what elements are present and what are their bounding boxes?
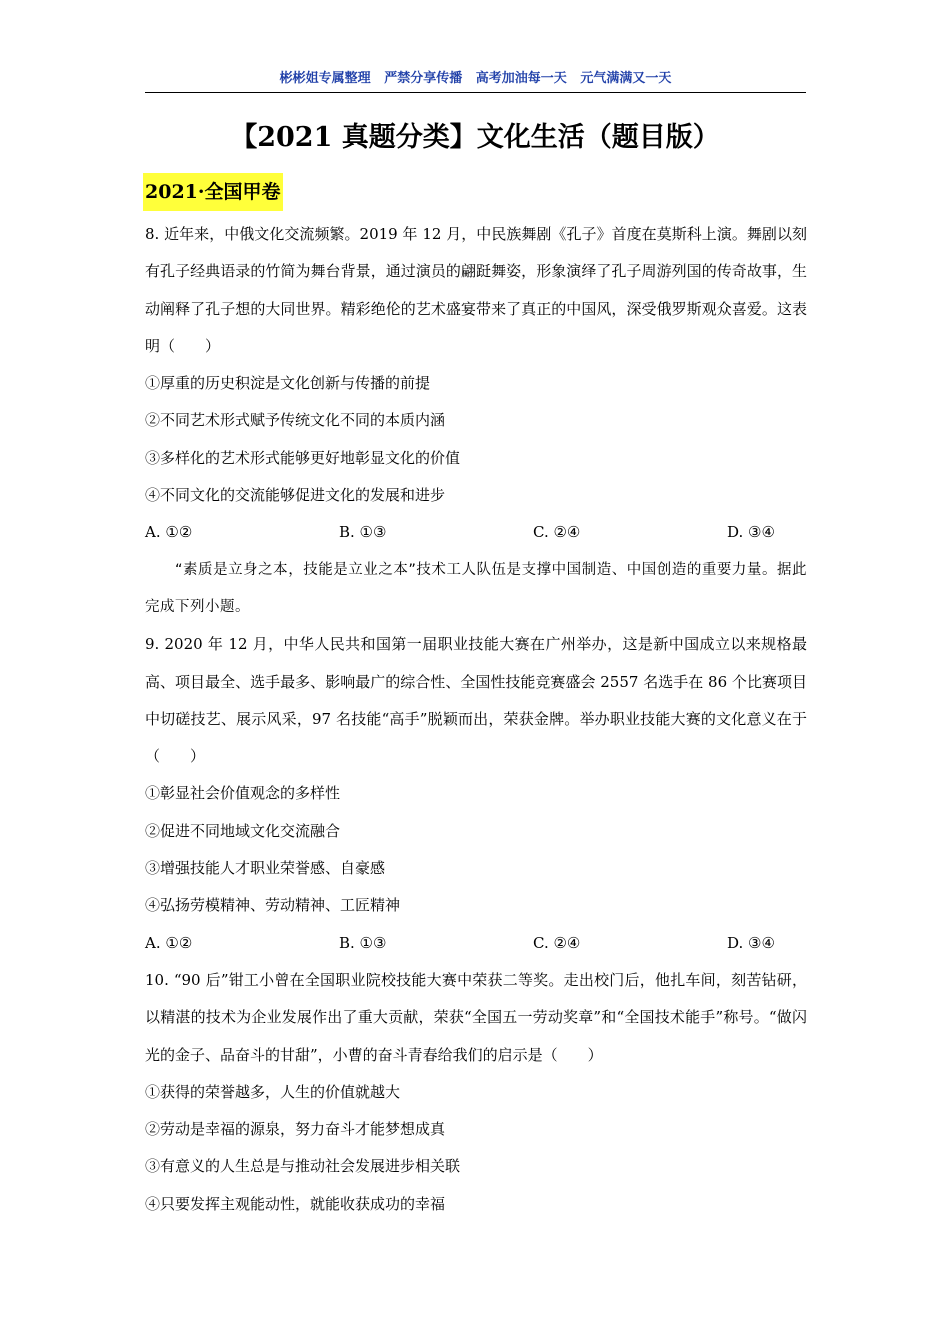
question-10-option-4: ④只要发挥主观能动性，就能收获成功的幸福 — [145, 1194, 446, 1213]
question-8-answers — [145, 514, 807, 551]
question-9-answers — [145, 925, 807, 962]
question-10-option-1: ①获得的荣誉越多，人生的价值就越大 — [145, 1082, 401, 1101]
answer-d: D. ③④ — [727, 933, 775, 952]
page-title: 【2021 真题分类】文化生活（题目版） — [230, 122, 720, 153]
question-9-option-2: ②促进不同地域文化交流融合 — [145, 821, 341, 840]
question-8-option-3: ③多样化的艺术形式能够更好地彰显文化的价值 — [145, 448, 461, 467]
answer-a: A. ①② — [145, 933, 193, 952]
question-8-option-4: ④不同文化的交流能够促进文化的发展和进步 — [145, 486, 446, 505]
answer-b: B. ①③ — [339, 523, 387, 542]
answer-c: C. ②④ — [533, 523, 581, 542]
question-9-option-1: ①彰显社会价值观念的多样性 — [145, 784, 341, 803]
question-8-option-2: ②不同艺术形式赋予传统文化不同的本质内涵 — [145, 411, 446, 430]
question-10-option-2: ②劳动是幸福的源泉，努力奋斗才能梦想成真 — [145, 1120, 446, 1139]
page-header: 彬彬姐专属整理 严禁分享传播 高考加油每一天 元气满满又一天 — [145, 66, 806, 93]
question-8-option-1: ①厚重的历史积淀是文化创新与传播的前提 — [145, 374, 431, 393]
answer-d: D. ③④ — [727, 523, 775, 542]
question-8 — [145, 216, 807, 552]
question-8-stem: 8. 近年来，中俄文化交流频繁。2019 年 12 月，中民族舞剧《孔子》首度在莫斯科上演。舞剧以刻有孔子经典语录的竹简为舞台背景，通过演员的翩跹舞姿，形象演绎了孔子周游列国的传奇故事，生动阐释了孔子想的大同世界。精彩绝伦的艺术盛宴带来了真正的中国风，深受俄罗斯观众喜爱。这表明（ ） — [145, 225, 807, 355]
section-heading: 2021·全国甲卷 — [143, 173, 283, 211]
question-content — [145, 216, 807, 1223]
question-10 — [145, 962, 807, 1223]
question-10-option-3: ③有意义的人生总是与推动社会发展进步相关联 — [145, 1157, 461, 1176]
question-9-stem: 9. 2020 年 12 月，中华人民共和国第一届职业技能大赛在广州举办，这是新中国成立以来规格最高、项目最全、选手最多、影响最广的综合性、全国性技能竞赛盛会 2557 名选手在 86 个比赛项目中切磋技艺、展示风采，97 名技能“高手”脱颖而出，荣获金牌。举办职业技能大赛的文化意义在于（ ） — [145, 635, 807, 766]
reading-intro: “素质是立身之本，技能是立业之本”技术工人队伍是支撑中国制造、中国创造的重要力量。据此完成下列小题。 — [145, 561, 807, 615]
answer-c: C. ②④ — [533, 933, 581, 952]
question-9-option-3: ③增强技能人才职业荣誉感、自豪感 — [145, 859, 386, 878]
answer-b: B. ①③ — [339, 933, 387, 952]
question-9-option-4: ④弘扬劳模精神、劳动精神、工匠精神 — [145, 896, 401, 915]
question-9 — [145, 626, 807, 962]
answer-a: A. ①② — [145, 523, 193, 542]
question-10-stem: 10. “90 后”钳工小曾在全国职业院校技能大赛中荣获二等奖。走出校门后，他扎车间，刻苦钻研，以精湛的技术为企业发展作出了重大贡献，荣获“全国五一劳动奖章”和“全国技术能手”称号。“做闪光的金子、品奋斗的甘甜”，小曹的奋斗青春给我们的启示是（ ） — [145, 970, 807, 1064]
